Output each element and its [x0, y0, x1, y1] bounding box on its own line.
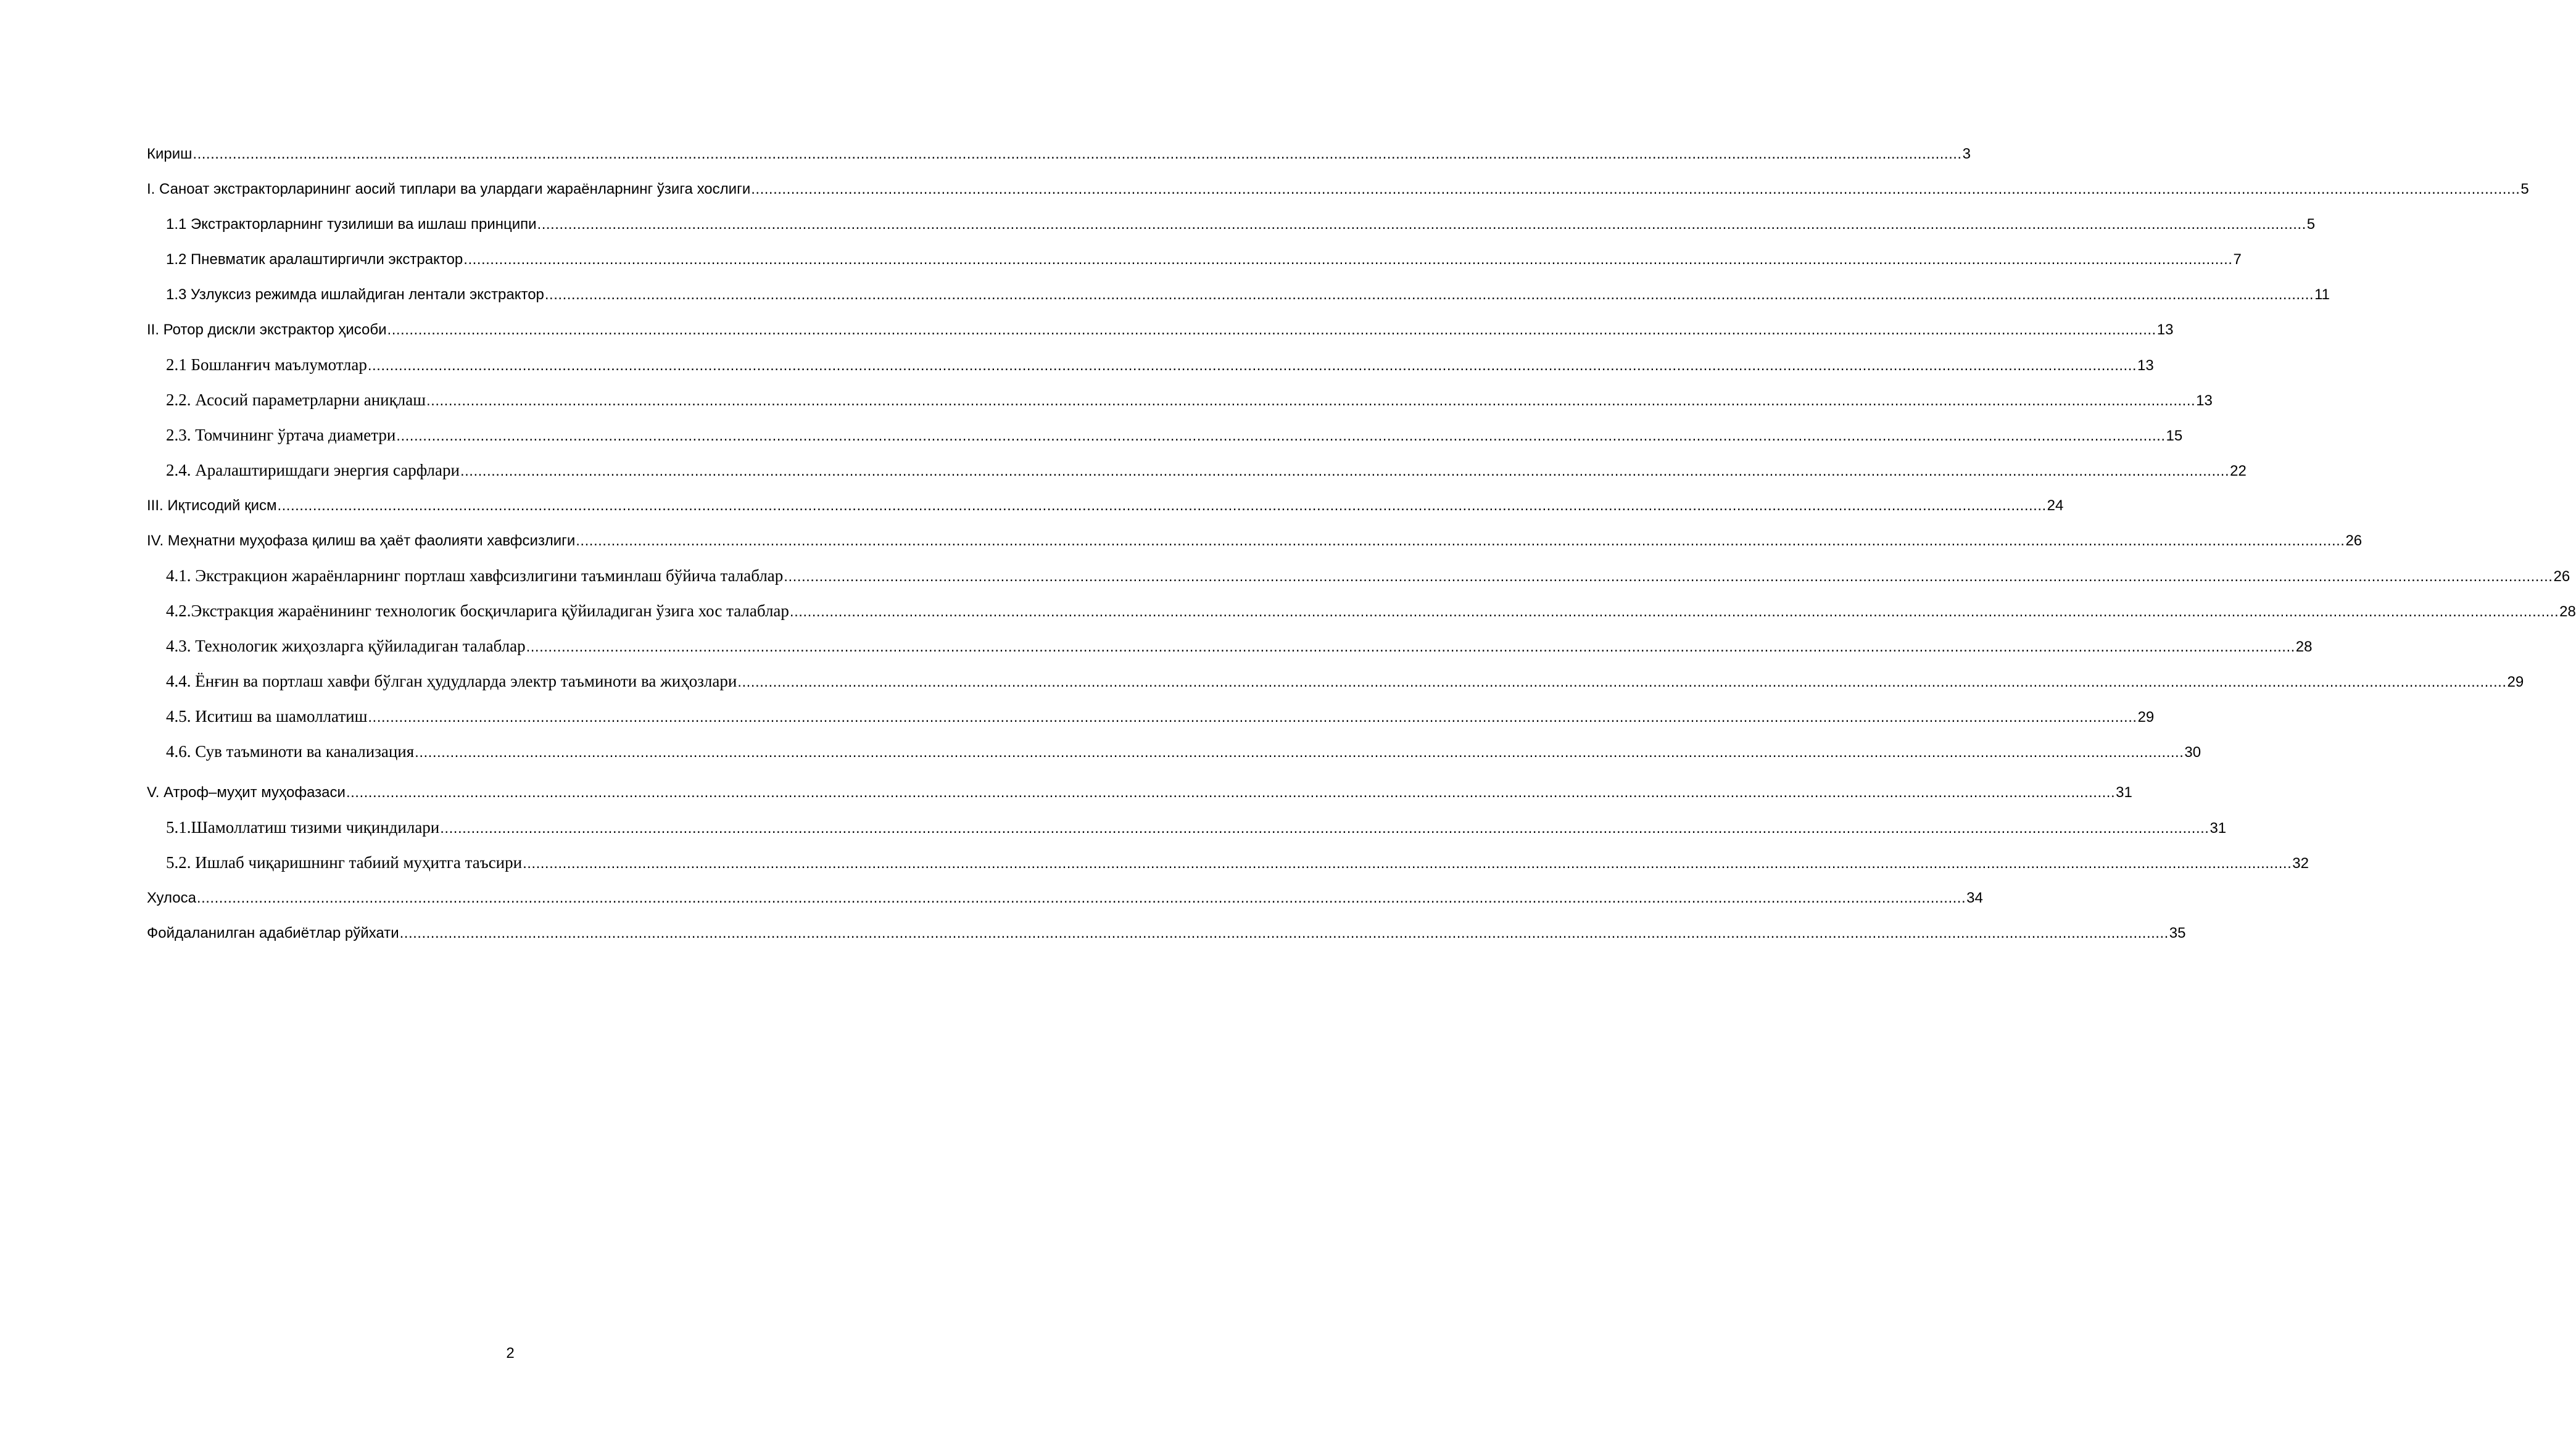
- toc-entry-page: 13: [2156, 321, 2174, 338]
- toc-entry-title: 2.2. Асосий параметрларни аниқлаш: [166, 391, 426, 409]
- toc-entry-page: 5: [2306, 216, 2316, 233]
- toc-entry[interactable]: [147, 664, 2524, 699]
- toc-dot-leader: ................................................................................................................................................................................................................................................................................................................................................................................................................: [737, 674, 2507, 690]
- toc-entry-page: 28: [2559, 603, 2576, 620]
- toc-dot-leader: ................................................................................................................................................................................................................................................................................................................................................................................................................: [751, 181, 2520, 197]
- toc-entry-title: 4.5. Иситиш ва шамоллатиш: [166, 707, 368, 726]
- toc-dot-leader: ................................................................................................................................................................................................................................................................................................................................................................................................................: [387, 321, 2156, 338]
- toc-entry-page: 35: [2169, 925, 2186, 941]
- toc-entry[interactable]: [147, 629, 2313, 664]
- toc-entry-title: I. Саноат экстракторларининг аосий типлари ва улардаги жараёнларнинг ўзига хослиги: [147, 181, 751, 197]
- toc-entry-page: 29: [2137, 709, 2155, 726]
- toc-entry-page: 32: [2292, 855, 2309, 872]
- toc-entry-page: 13: [2196, 392, 2213, 409]
- toc-entry-title: IV. Меҳнатни муҳофаза қилиш ва ҳаёт фаолияти хавфсизлиги: [147, 532, 576, 549]
- toc-dot-leader: ................................................................................................................................................................................................................................................................................................................................................................................................................: [523, 855, 2292, 872]
- toc-entry-title: Фойдаланилган адабиётлар рўйхати: [147, 925, 399, 941]
- toc-entry-page: 28: [2295, 639, 2313, 655]
- toc-dot-leader: ................................................................................................................................................................................................................................................................................................................................................................................................................: [460, 463, 2230, 479]
- toc-dot-leader: ................................................................................................................................................................................................................................................................................................................................................................................................................: [193, 146, 1962, 162]
- toc-entry[interactable]: [147, 593, 2576, 629]
- toc-dot-leader: ................................................................................................................................................................................................................................................................................................................................................................................................................: [415, 744, 2184, 761]
- toc-entry-title: V. Атроф–муҳит муҳофазаси: [147, 784, 346, 801]
- toc-dot-leader: ................................................................................................................................................................................................................................................................................................................................................................................................................: [426, 392, 2196, 409]
- toc-dot-leader: ................................................................................................................................................................................................................................................................................................................................................................................................................: [399, 925, 2169, 941]
- toc-entry-title: II. Ротор дискли экстрактор ҳисоби: [147, 321, 387, 338]
- toc-entry[interactable]: [147, 347, 2154, 382]
- toc-entry-page: 30: [2184, 744, 2201, 761]
- toc-entry-page: 5: [2520, 181, 2529, 197]
- toc-entry[interactable]: [147, 207, 2316, 242]
- toc-entry-title: 4.4. Ёнғин ва портлаш хавфи бўлган ҳудудларда электр таъминоти ва жиҳозлари: [166, 672, 737, 690]
- toc-dot-leader: ................................................................................................................................................................................................................................................................................................................................................................................................................: [346, 784, 2116, 801]
- toc-dot-leader: ................................................................................................................................................................................................................................................................................................................................................................................................................: [544, 286, 2314, 303]
- toc-entry-page: 15: [2166, 428, 2183, 444]
- toc-entry-page: 31: [2116, 784, 2132, 801]
- toc-entry-page: 3: [1962, 146, 1971, 162]
- toc-entry[interactable]: [147, 277, 2330, 312]
- toc-entry-title: 1.3 Узлуксиз режимда ишлайдиган лентали экстрактор: [166, 286, 544, 303]
- toc-entry-title: 2.3. Томчининг ўртача диаметри: [166, 426, 396, 444]
- toc-dot-leader: ................................................................................................................................................................................................................................................................................................................................................................................................................: [789, 603, 2559, 620]
- toc-entry[interactable]: [147, 418, 2183, 453]
- toc-entry[interactable]: [147, 382, 2213, 418]
- toc-entry-title: 5.1.Шамоллатиш тизими чиқиндилари: [166, 818, 440, 837]
- toc-entry[interactable]: [147, 775, 2132, 810]
- toc-entry[interactable]: [147, 734, 2201, 769]
- toc-entry[interactable]: [147, 172, 2529, 207]
- toc-entry-page: 22: [2230, 463, 2247, 479]
- toc-entry-title: 1.2 Пневматик аралаштиргичли экстрактор: [166, 251, 463, 268]
- toc-dot-leader: ................................................................................................................................................................................................................................................................................................................................................................................................................: [526, 639, 2295, 655]
- toc-entry[interactable]: [147, 242, 2242, 277]
- table-of-contents: [147, 136, 2576, 951]
- toc-entry-page: 26: [2345, 532, 2363, 549]
- toc-dot-leader: ................................................................................................................................................................................................................................................................................................................................................................................................................: [537, 216, 2306, 233]
- toc-dot-leader: ................................................................................................................................................................................................................................................................................................................................................................................................................: [196, 890, 1966, 906]
- toc-entry[interactable]: [147, 916, 2186, 951]
- toc-entry-page: 11: [2314, 286, 2330, 303]
- toc-entry-page: 7: [2233, 251, 2242, 268]
- toc-entry[interactable]: [147, 523, 2363, 558]
- toc-entry[interactable]: [147, 453, 2247, 488]
- toc-entry-title: 4.1. Экстракцион жараёнларнинг портлаш хавфсизлигини таъминлаш бўйича талаблар: [166, 566, 784, 585]
- toc-dot-leader: ................................................................................................................................................................................................................................................................................................................................................................................................................: [277, 497, 2047, 514]
- toc-entry-title: 1.1 Экстракторларнинг тузилиши ва ишлаш принципи: [166, 216, 537, 233]
- toc-entry-title: 2.4. Аралаштиришдаги энергия сарфлари: [166, 461, 460, 479]
- page-number: 2: [506, 1345, 515, 1362]
- toc-entry[interactable]: [147, 845, 2309, 880]
- toc-entry[interactable]: [147, 558, 2570, 593]
- toc-entry[interactable]: [147, 136, 1971, 172]
- toc-entry[interactable]: [147, 488, 2064, 523]
- toc-entry-page: 29: [2507, 674, 2524, 690]
- toc-entry-page: 31: [2209, 820, 2227, 837]
- toc-dot-leader: ................................................................................................................................................................................................................................................................................................................................................................................................................: [440, 820, 2209, 837]
- toc-dot-leader: ................................................................................................................................................................................................................................................................................................................................................................................................................: [396, 428, 2166, 444]
- toc-entry-page: 26: [2553, 568, 2570, 585]
- toc-entry-title: 4.6. Сув таъминоти ва канализация: [166, 742, 415, 761]
- toc-entry-title: Кириш: [147, 146, 193, 162]
- toc-entry-title: Хулоса: [147, 890, 196, 906]
- toc-entry-title: 4.3. Технологик жиҳозларга қўйиладиган талаблар: [166, 637, 526, 655]
- toc-entry-title: 2.1 Бошланғич маълумотлар: [166, 355, 367, 374]
- toc-entry[interactable]: [147, 810, 2227, 845]
- toc-dot-leader: ................................................................................................................................................................................................................................................................................................................................................................................................................: [463, 251, 2233, 268]
- toc-dot-leader: ................................................................................................................................................................................................................................................................................................................................................................................................................: [784, 568, 2553, 585]
- toc-dot-leader: ................................................................................................................................................................................................................................................................................................................................................................................................................: [367, 357, 2137, 374]
- toc-entry-title: 4.2.Экстракция жараёнининг технологик босқичларига қўйиладиган ўзига хос талаблар: [166, 602, 789, 620]
- toc-entry[interactable]: [147, 699, 2155, 734]
- toc-entry-page: 13: [2137, 357, 2154, 374]
- toc-entry-page: 24: [2047, 497, 2064, 514]
- toc-entry-page: 34: [1966, 890, 1983, 906]
- toc-entry[interactable]: [147, 312, 2174, 347]
- toc-entry[interactable]: [147, 880, 1983, 916]
- toc-entry-title: 5.2. Ишлаб чиқаришнинг табиий муҳитга таъсири: [166, 853, 523, 872]
- toc-entry-title: III. Иқтисодий қисм: [147, 497, 277, 514]
- toc-dot-leader: ................................................................................................................................................................................................................................................................................................................................................................................................................: [576, 532, 2345, 549]
- toc-dot-leader: ................................................................................................................................................................................................................................................................................................................................................................................................................: [368, 709, 2137, 726]
